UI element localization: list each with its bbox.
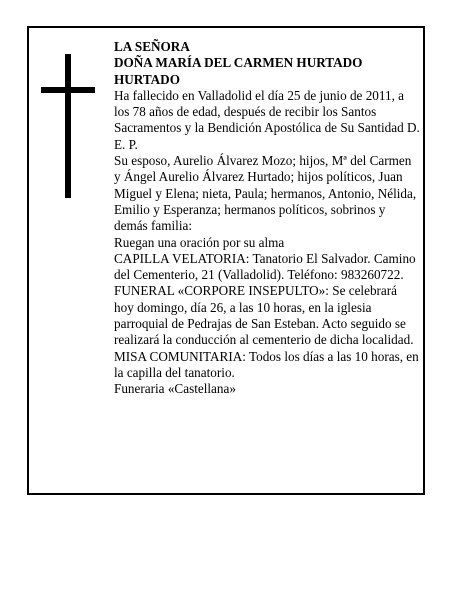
- obituary-notice: [27, 26, 425, 495]
- family-members: Su esposo, Aurelio Álvarez Mozo; hijos, Mª del Carmen y Ángel Aurelio Álvarez Hurtado; hijos políticos, Juan Miguel y Elena; nieta, Paula; hermanos, Antonio, Nélida, Emilio y Esperanza; hermanos políticos, sobrinos y demás familia:: [114, 153, 417, 234]
- death-announcement: Ha fallecido en Valladolid el día 25 de junio de 2011, a los 78 años de edad, después de recibir los Santos Sacramentos y la Bendición Apostólica de Su Santidad D. E. P.: [114, 87, 420, 152]
- prayer-request: Ruegan una oración por su alma: [114, 234, 285, 250]
- mass-information: MISA COMUNITARIA: Todos los días a las 10 horas, en la capilla del tanatorio.: [114, 348, 419, 380]
- chapel-information: CAPILLA VELATORIA: Tanatorio El Salvador. Camino del Cementerio, 21 (Valladolid). Teléfono: 983260722.: [114, 250, 416, 283]
- deceased-name-line-1: DOÑA MARÍA DEL CARMEN HURTADO: [114, 55, 363, 71]
- cross-vertical-bar: [65, 54, 71, 198]
- cross-horizontal-bar: [41, 87, 95, 93]
- notice-text-block: [114, 39, 420, 398]
- funeral-home-name: Funeraria «Castellana»: [114, 381, 236, 397]
- funeral-information: FUNERAL «CORPORE INSEPULTO»: Se celebrará hoy domingo, día 26, a las 10 horas, en la iglesia parroquial de Pedrajas de San Esteban. Acto seguido se realizará la conducción al cementerio de dicha localidad.: [114, 283, 414, 348]
- notice-title: LA SEÑORA: [114, 39, 190, 54]
- latin-cross-icon: [41, 54, 95, 198]
- deceased-name-line-2: HURTADO: [114, 71, 180, 87]
